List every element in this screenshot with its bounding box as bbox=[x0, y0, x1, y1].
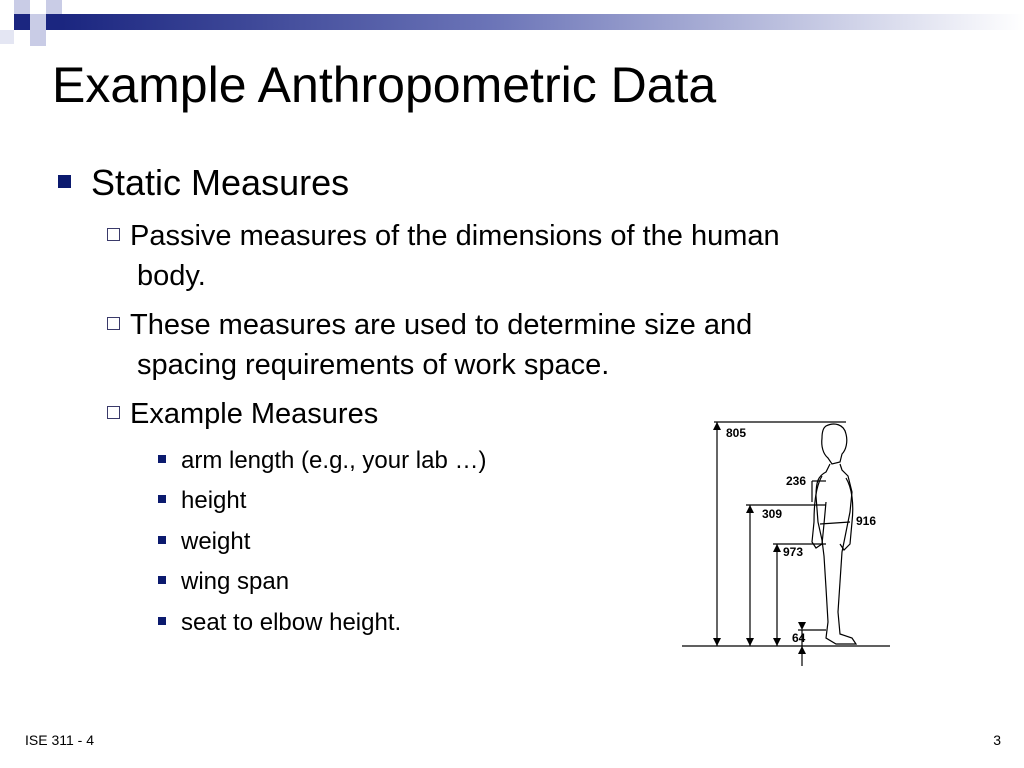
dimension-label-shoulder: 236 bbox=[786, 474, 807, 488]
bullet-static-measures bbox=[58, 162, 349, 204]
small-square-bullet-icon bbox=[158, 576, 166, 584]
list-item-wing-span bbox=[158, 567, 289, 597]
header-decoration bbox=[0, 0, 1024, 48]
bullet-text: Static Measures bbox=[91, 162, 350, 203]
small-square-bullet-icon bbox=[158, 495, 166, 503]
sub-bullet-text: Example Measures bbox=[130, 398, 379, 430]
sub-bullet-example-measures bbox=[107, 394, 378, 434]
list-item-text: wing span bbox=[181, 568, 290, 595]
sub-bullet-continuation: body. bbox=[137, 260, 206, 292]
dimension-label-elbow: 309 bbox=[762, 507, 783, 521]
slide-title: Example Anthropometric Data bbox=[52, 57, 717, 113]
dimension-label-foot: 64 bbox=[792, 631, 806, 645]
list-item-weight bbox=[158, 527, 250, 557]
list-item-text: arm length (e.g., your lab …) bbox=[181, 447, 487, 474]
list-item-seat-to-elbow bbox=[158, 608, 401, 638]
hollow-square-bullet-icon bbox=[107, 406, 120, 419]
sub-bullet-size-spacing bbox=[107, 305, 752, 345]
sub-bullet-passive-measures bbox=[107, 216, 780, 256]
small-square-bullet-icon bbox=[158, 455, 166, 463]
hollow-square-bullet-icon bbox=[107, 228, 120, 241]
dimension-label-total: 805 bbox=[726, 426, 747, 440]
list-item-text: height bbox=[181, 487, 247, 514]
hollow-square-bullet-icon bbox=[107, 317, 120, 330]
list-item-arm-length bbox=[158, 446, 486, 476]
square-bullet-icon bbox=[58, 175, 71, 188]
standing-human-figure-icon bbox=[676, 412, 898, 674]
dimension-label-knuckle: 973 bbox=[783, 545, 804, 559]
sub-bullet-continuation: spacing requirements of work space. bbox=[137, 349, 610, 381]
sub-bullet-text: These measures are used to determine size and bbox=[130, 309, 753, 341]
list-item-height bbox=[158, 486, 246, 516]
small-square-bullet-icon bbox=[158, 617, 166, 625]
list-item-text: seat to elbow height. bbox=[181, 609, 402, 636]
footer-course: ISE 311 - 4 bbox=[25, 732, 95, 748]
dimension-label-depth: 916 bbox=[856, 514, 877, 528]
footer-page-number: 3 bbox=[993, 732, 1001, 748]
small-square-bullet-icon bbox=[158, 536, 166, 544]
sub-bullet-text: Passive measures of the dimensions of the human bbox=[130, 220, 780, 252]
list-item-text: weight bbox=[181, 528, 251, 555]
